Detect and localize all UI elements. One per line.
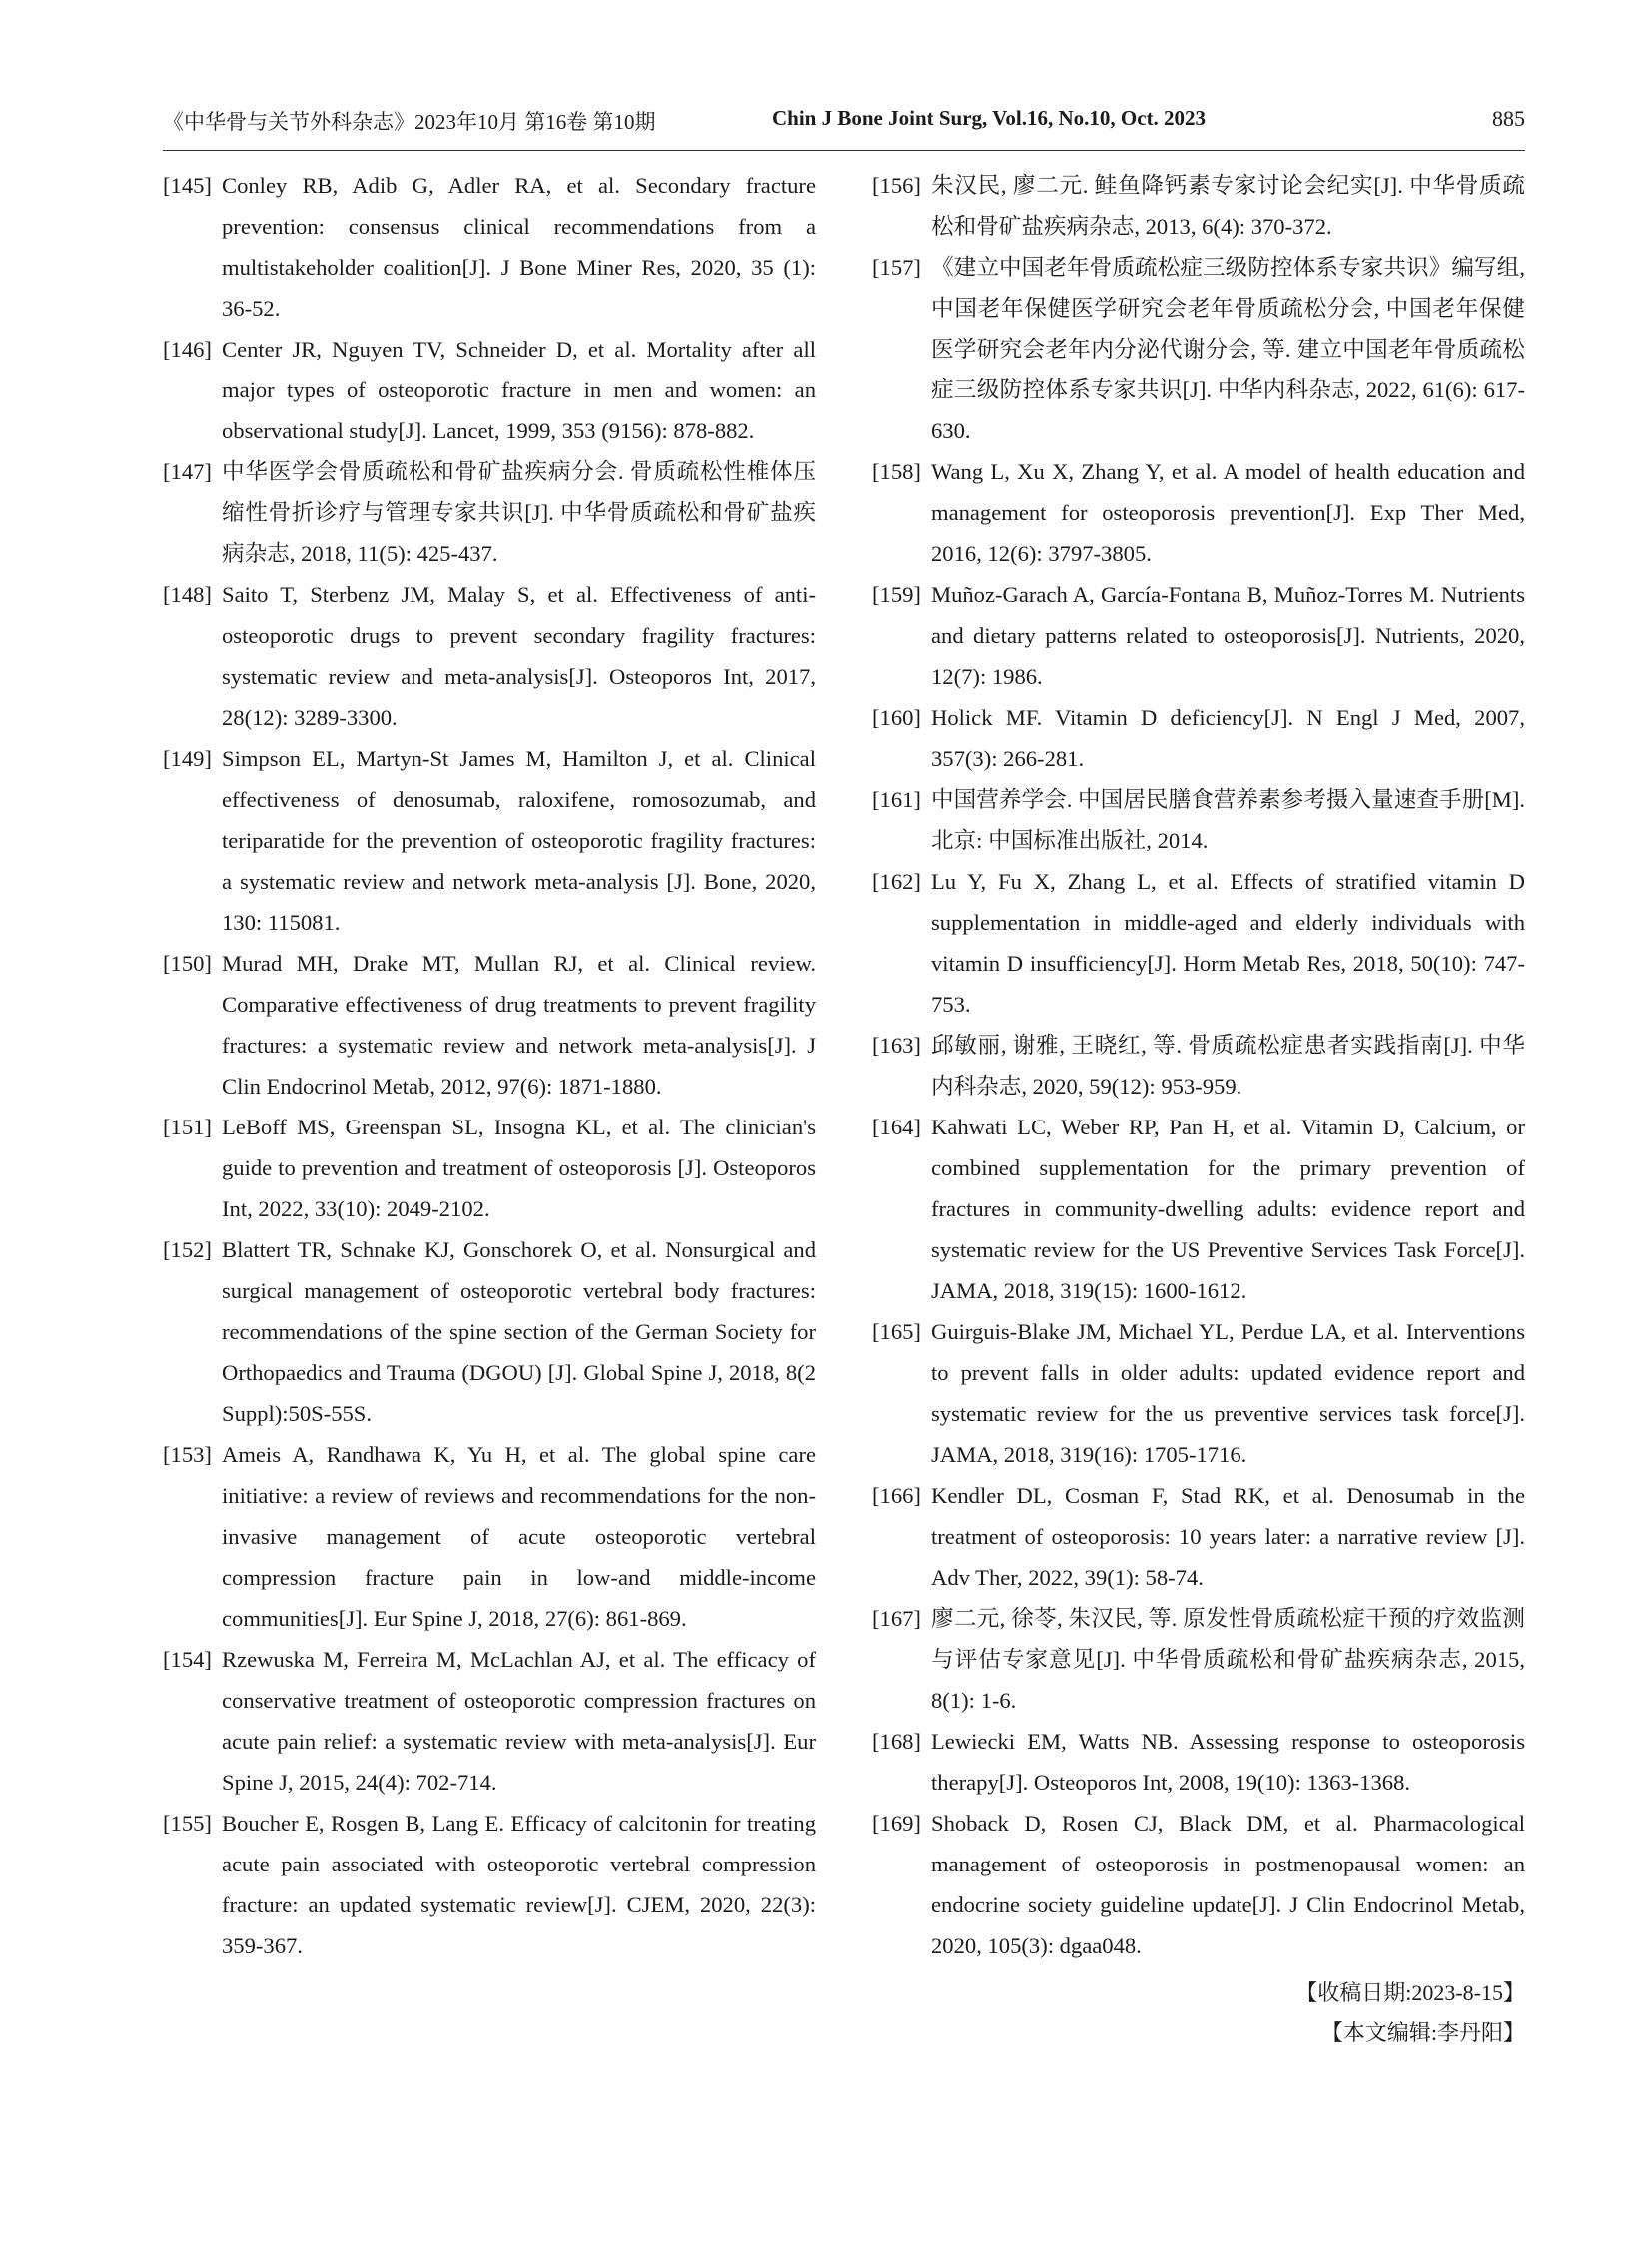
received-date: 【收稿日期:2023-8-15】 [1295,1980,1525,2005]
reference-text: 朱汉民, 廖二元. 鲑鱼降钙素专家讨论会纪实[J]. 中华骨质疏松和骨矿盐疾病杂志, 2013, 6(4): 370-372. [931,173,1525,239]
reference-text: Shoback D, Rosen CJ, Black DM, et al. Pharmacological management of osteoporosis in postmenopausal women: an endocrine society guideline update[J]. J Clin Endocrinol Metab, 2020, 105(3): dgaa048. [931,1811,1525,1958]
article-footer [872,1973,1525,2053]
reference-number: [168] [872,1729,921,1754]
reference-text: Conley RB, Adib G, Adler RA, et al. Secondary fracture prevention: consensus clinical recommendations from a multistakeholder coalition[J]. J Bone Miner Res, 2020, 35 (1): 36-52. [222,173,816,321]
reference-number: [167] [872,1606,921,1631]
reference-number: [149] [163,746,212,771]
reference-item [872,1311,1525,1475]
reference-number: [163] [872,1033,921,1058]
references-left-column [163,165,816,1966]
reference-text: 中国营养学会. 中国居民膳食营养素参考摄入量速查手册[M]. 北京: 中国标准出版社, 2014. [931,787,1525,853]
reference-item [163,943,816,1107]
reference-text: Boucher E, Rosgen B, Lang E. Efficacy of calcitonin for treating acute pain associated with osteoporotic vertebral compression fracture: an updated systematic review[J]. CJEM, 2020, 22(3): 359-367. [222,1811,816,1958]
reference-text: 《建立中国老年骨质疏松症三级防控体系专家共识》编写组, 中国老年保健医学研究会老年骨质疏松分会, 中国老年保健医学研究会老年内分泌代谢分会, 等. 建立中国老年骨质疏松症三级防控体系专家共识[J]. 中华内科杂志, 2022, 61(6): 617-630. [931,255,1525,443]
reference-item [872,1475,1525,1598]
reference-item [163,738,816,943]
reference-text: Saito T, Sterbenz JM, Malay S, et al. Effectiveness of anti-osteoporotic drugs to prevent secondary fragility fractures: systematic review and meta-analysis[J]. Osteoporos Int, 2017, 28(12): 3289-3300. [222,582,816,730]
reference-number: [150] [163,951,212,976]
reference-text: Simpson EL, Martyn-St James M, Hamilton J, et al. Clinical effectiveness of denosumab, raloxifene, romosozumab, and teriparatide for the prevention of osteoporotic fragility fractures: a systematic review and network meta-analysis [J]. Bone, 2020, 130: 115081. [222,746,816,935]
reference-item [163,1107,816,1229]
reference-item [872,779,1525,861]
reference-number: [157] [872,255,921,280]
reference-number: [154] [163,1647,212,1672]
reference-text: Ameis A, Randhawa K, Yu H, et al. The global spine care initiative: a review of reviews and recommendations for the non-invasive management of acute osteoporotic vertebral compression fracture pain in low-and middle-income communities[J]. Eur Spine J, 2018, 27(6): 861-869. [222,1442,816,1631]
reference-item [872,1721,1525,1803]
reference-item [163,451,816,574]
reference-text: Center JR, Nguyen TV, Schneider D, et al. Mortality after all major types of osteoporotic fracture in men and women: an observational study[J]. Lancet, 1999, 353 (9156): 878-882. [222,337,816,443]
reference-text: 邱敏丽, 谢雅, 王晓红, 等. 骨质疏松症患者实践指南[J]. 中华内科杂志, 2020, 59(12): 953-959. [931,1033,1525,1099]
reference-number: [159] [872,582,921,607]
reference-number: [166] [872,1483,921,1508]
reference-text: 廖二元, 徐苓, 朱汉民, 等. 原发性骨质疏松症干预的疗效监测与评估专家意见[J]. 中华骨质疏松和骨矿盐疾病杂志, 2015, 8(1): 1-6. [931,1606,1525,1713]
reference-number: [147] [163,459,212,484]
reference-item [872,247,1525,451]
reference-item [872,1598,1525,1721]
reference-number: [164] [872,1115,921,1139]
reference-item [872,1803,1525,1966]
reference-text: LeBoff MS, Greenspan SL, Insogna KL, et al. The clinician's guide to prevention and treatment of osteoporosis [J]. Osteoporos Int, 2022, 33(10): 2049-2102. [222,1115,816,1221]
reference-item [872,1107,1525,1311]
reference-item [163,1803,816,1966]
reference-number: [155] [163,1811,212,1836]
reference-number: [156] [872,173,921,198]
reference-number: [153] [163,1442,212,1467]
journal-title-cn: 《中华骨与关节外科杂志》2023年10月 第16卷 第10期 [163,110,656,134]
reference-text: Murad MH, Drake MT, Mullan RJ, et al. Clinical review. Comparative effectiveness of drug treatments to prevent fragility fractures: a systematic review and network meta-analysis[J]. J Clin Endocrinol Metab, 2012, 97(6): 1871-1880. [222,951,816,1099]
reference-item [163,329,816,451]
reference-number: [148] [163,582,212,607]
reference-item [872,165,1525,247]
reference-number: [161] [872,787,921,812]
reference-item [163,1639,816,1803]
page-number: 885 [1492,106,1525,131]
reference-text: Kendler DL, Cosman F, Stad RK, et al. Denosumab in the treatment of osteoporosis: 10 years later: a narrative review [J]. Adv Ther, 2022, 39(1): 58-74. [931,1483,1525,1590]
reference-number: [160] [872,705,921,730]
reference-number: [145] [163,173,212,198]
reference-item [163,574,816,738]
reference-text: Muñoz-Garach A, García-Fontana B, Muñoz-Torres M. Nutrients and dietary patterns related to osteoporosis[J]. Nutrients, 2020, 12(7): 1986. [931,582,1525,689]
reference-text: Lewiecki EM, Watts NB. Assessing response to osteoporosis therapy[J]. Osteoporos Int, 2008, 19(10): 1363-1368. [931,1729,1525,1795]
reference-number: [146] [163,337,212,362]
reference-text: 中华医学会骨质疏松和骨矿盐疾病分会. 骨质疏松性椎体压缩性骨折诊疗与管理专家共识[J]. 中华骨质疏松和骨矿盐疾病杂志, 2018, 11(5): 425-437. [222,459,816,566]
references-right-column [872,165,1525,1966]
reference-number: [162] [872,869,921,894]
reference-item [872,697,1525,779]
journal-title-en: Chin J Bone Joint Surg, Vol.16, No.10, Oct. 2023 [772,106,1207,130]
reference-item [872,861,1525,1025]
reference-number: [165] [872,1319,921,1344]
reference-text: Blattert TR, Schnake KJ, Gonschorek O, et al. Nonsurgical and surgical management of osteoporotic vertebral body fractures: recommendations of the spine section of the German Society for Orthopaedics and Trauma (DGOU) [J]. Global Spine J, 2018, 8(2 Suppl):50S-55S. [222,1237,816,1426]
reference-item [163,165,816,329]
page-header [163,102,1525,151]
reference-text: Lu Y, Fu X, Zhang L, et al. Effects of stratified vitamin D supplementation in middle-aged and elderly individuals with vitamin D insufficiency[J]. Horm Metab Res, 2018, 50(10): 747-753. [931,869,1525,1017]
reference-text: Guirguis-Blake JM, Michael YL, Perdue LA, et al. Interventions to prevent falls in older adults: updated evidence report and systematic review for the us preventive services task force[J]. JAMA, 2018, 319(16): 1705-1716. [931,1319,1525,1467]
reference-item [872,451,1525,574]
editor-note: 【本文编辑:李丹阳】 [1320,2020,1525,2045]
reference-number: [152] [163,1237,212,1262]
reference-text: Holick MF. Vitamin D deficiency[J]. N Engl J Med, 2007, 357(3): 266-281. [931,705,1525,771]
reference-text: Wang L, Xu X, Zhang Y, et al. A model of health education and management for osteoporosis prevention[J]. Exp Ther Med, 2016, 12(6): 3797-3805. [931,459,1525,566]
reference-item [163,1229,816,1434]
reference-text: Rzewuska M, Ferreira M, McLachlan AJ, et al. The efficacy of conservative treatment of osteoporotic compression fractures on acute pain relief: a systematic review with meta-analysis[J]. Eur Spine J, 2015, 24(4): 702-714. [222,1647,816,1795]
reference-item [872,1025,1525,1107]
reference-text: Kahwati LC, Weber RP, Pan H, et al. Vitamin D, Calcium, or combined supplementation for the primary prevention of fractures in community-dwelling adults: evidence report and systematic review for the US Preventive Services Task Force[J]. JAMA, 2018, 319(15): 1600-1612. [931,1115,1525,1303]
reference-item [163,1434,816,1639]
reference-item [872,574,1525,697]
reference-number: [151] [163,1115,212,1139]
reference-number: [169] [872,1811,921,1836]
reference-number: [158] [872,459,921,484]
